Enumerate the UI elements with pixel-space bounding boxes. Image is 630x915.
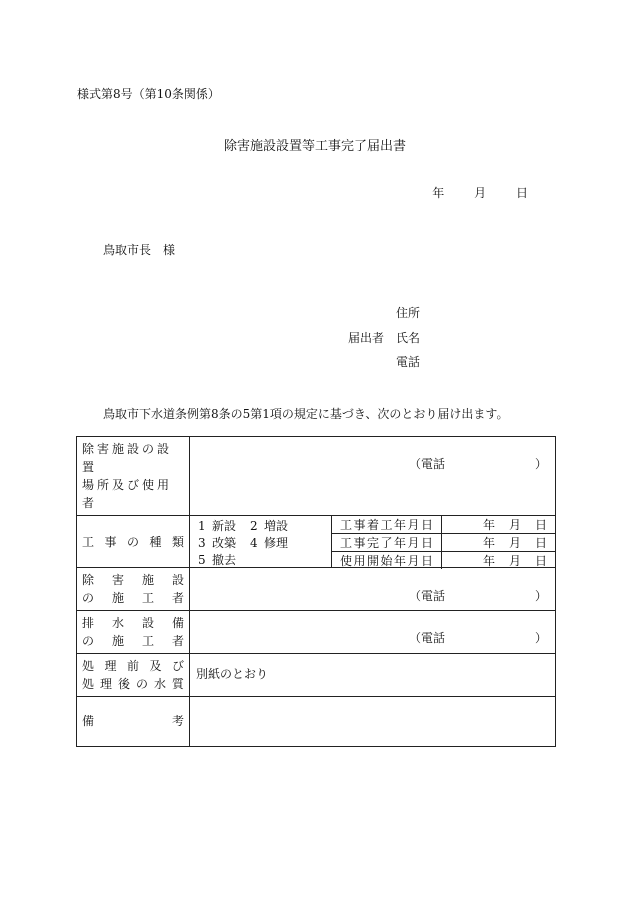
field-location-user[interactable]: [190, 437, 556, 516]
field-pretreatment-contractor[interactable]: [190, 568, 556, 611]
field-drainage-contractor[interactable]: [190, 611, 556, 654]
label-char: 理: [99, 677, 112, 691]
tel-close: ）: [534, 631, 547, 645]
date-unit: 日: [534, 536, 547, 550]
label-char: 備: [82, 714, 95, 728]
label-char: 前: [126, 659, 139, 673]
label-char: 害: [111, 573, 124, 587]
label-char: 工: [82, 534, 95, 549]
day-label: 日: [515, 186, 528, 200]
form-number: 様式第8号（第10条関係）: [77, 87, 220, 101]
work-type-option[interactable]: 撤去: [212, 553, 237, 567]
label-char: 及: [149, 659, 162, 673]
row-pretreatment-contractor: [77, 568, 556, 611]
label-char: 後: [117, 677, 130, 691]
label-char: の: [126, 534, 139, 549]
tel-close: ）: [534, 457, 547, 471]
label-remarks: [77, 697, 190, 747]
work-date-field[interactable]: [442, 534, 555, 551]
label-char: 事: [104, 534, 117, 549]
label-char: 処: [82, 677, 95, 691]
label-char: 備: [171, 616, 184, 630]
label-char: 者: [171, 634, 184, 648]
date-unit: 月: [508, 554, 521, 568]
label-char: 水: [111, 616, 124, 630]
row-location-user: [77, 437, 556, 516]
notifier-name-label: 届出者 氏名: [348, 331, 421, 345]
work-type-option[interactable]: 新設: [212, 519, 237, 533]
label-line: 場所及び使用者: [82, 478, 173, 510]
work-type-row: [198, 518, 331, 535]
field-remarks[interactable]: [190, 697, 556, 747]
label-char: 施: [141, 573, 154, 587]
label-char: 施: [111, 634, 124, 648]
label-water-quality: [77, 654, 190, 697]
intro-text: 鳥取市下水道条例第8条の5第1項の規定に基づき、次のとおり届け出ます。: [103, 407, 509, 421]
work-date-row: [332, 534, 555, 552]
label-char: 考: [171, 714, 184, 728]
work-date-row: [332, 516, 555, 534]
date-unit: 日: [534, 554, 547, 568]
label-char: 水: [153, 677, 166, 691]
addressee: 鳥取市長 様: [103, 243, 176, 257]
label-char: 種: [149, 534, 162, 549]
tel-open: （電話: [409, 457, 446, 471]
work-type-number: 3: [198, 536, 206, 550]
work-type-row: [198, 552, 331, 569]
date-unit: 年: [482, 536, 495, 550]
label-pretreatment-contractor: [77, 568, 190, 611]
work-date-label: 工事着工年月日: [332, 516, 442, 533]
label-char: 施: [111, 591, 124, 605]
document-title: 除害施設設置等工事完了届出書: [223, 139, 406, 154]
label-char: 排: [82, 616, 95, 630]
tel-close: ）: [534, 589, 547, 603]
label-char: 設: [171, 573, 184, 587]
work-type-option[interactable]: 改築: [212, 536, 237, 550]
row-work-type: [77, 516, 556, 568]
telephone-label: 電話: [396, 355, 421, 369]
work-type-option[interactable]: 増設: [264, 519, 289, 533]
work-type-row: [198, 535, 331, 552]
date-unit: 年: [482, 554, 495, 568]
label-char: 者: [171, 591, 184, 605]
label-drainage-contractor: [77, 611, 190, 654]
work-date-field[interactable]: [442, 516, 555, 533]
work-type-options: [190, 516, 332, 567]
row-remarks: [77, 697, 556, 747]
row-drainage-contractor: [77, 611, 556, 654]
work-type-number: 4: [250, 536, 258, 550]
row-water-quality: [77, 654, 556, 697]
label-char: 工: [141, 634, 154, 648]
water-quality-value: 別紙のとおり: [196, 667, 269, 681]
work-type-number: 1: [198, 519, 206, 533]
year-label: 年: [432, 186, 445, 200]
tel-open: （電話: [409, 631, 446, 645]
work-type-option[interactable]: 修理: [264, 536, 289, 550]
submission-date: [432, 184, 528, 201]
label-char: 処: [82, 659, 95, 673]
label-line: 除害施設の設置: [82, 442, 173, 474]
tel-open: （電話: [409, 589, 446, 603]
date-unit: 日: [534, 518, 547, 532]
work-date-label: 工事完了年月日: [332, 534, 442, 551]
label-char: の: [135, 677, 148, 691]
label-char: 理: [104, 659, 117, 673]
work-type-number: 5: [198, 553, 206, 567]
month-label: 月: [474, 186, 487, 200]
label-char: 設: [141, 616, 154, 630]
label-char: 質: [171, 677, 184, 691]
address-label: 住所: [396, 306, 421, 320]
work-date-label: 使用開始年月日: [332, 552, 442, 569]
work-date-field[interactable]: [442, 552, 555, 569]
date-unit: 月: [508, 518, 521, 532]
label-char: の: [82, 634, 95, 648]
work-date-row: [332, 552, 555, 569]
date-unit: 月: [508, 536, 521, 550]
work-dates: [332, 516, 555, 567]
date-unit: 年: [482, 518, 495, 532]
label-char: 類: [171, 534, 184, 549]
label-location-user: [77, 437, 190, 516]
label-work-type: [77, 516, 190, 568]
work-type-number: 2: [250, 519, 258, 533]
label-char: の: [82, 591, 95, 605]
field-water-quality[interactable]: [190, 654, 556, 697]
label-char: 除: [82, 573, 95, 587]
field-work-type: [190, 516, 556, 568]
label-char: び: [171, 659, 184, 673]
label-char: 工: [141, 591, 154, 605]
completion-form-table: [76, 436, 556, 747]
